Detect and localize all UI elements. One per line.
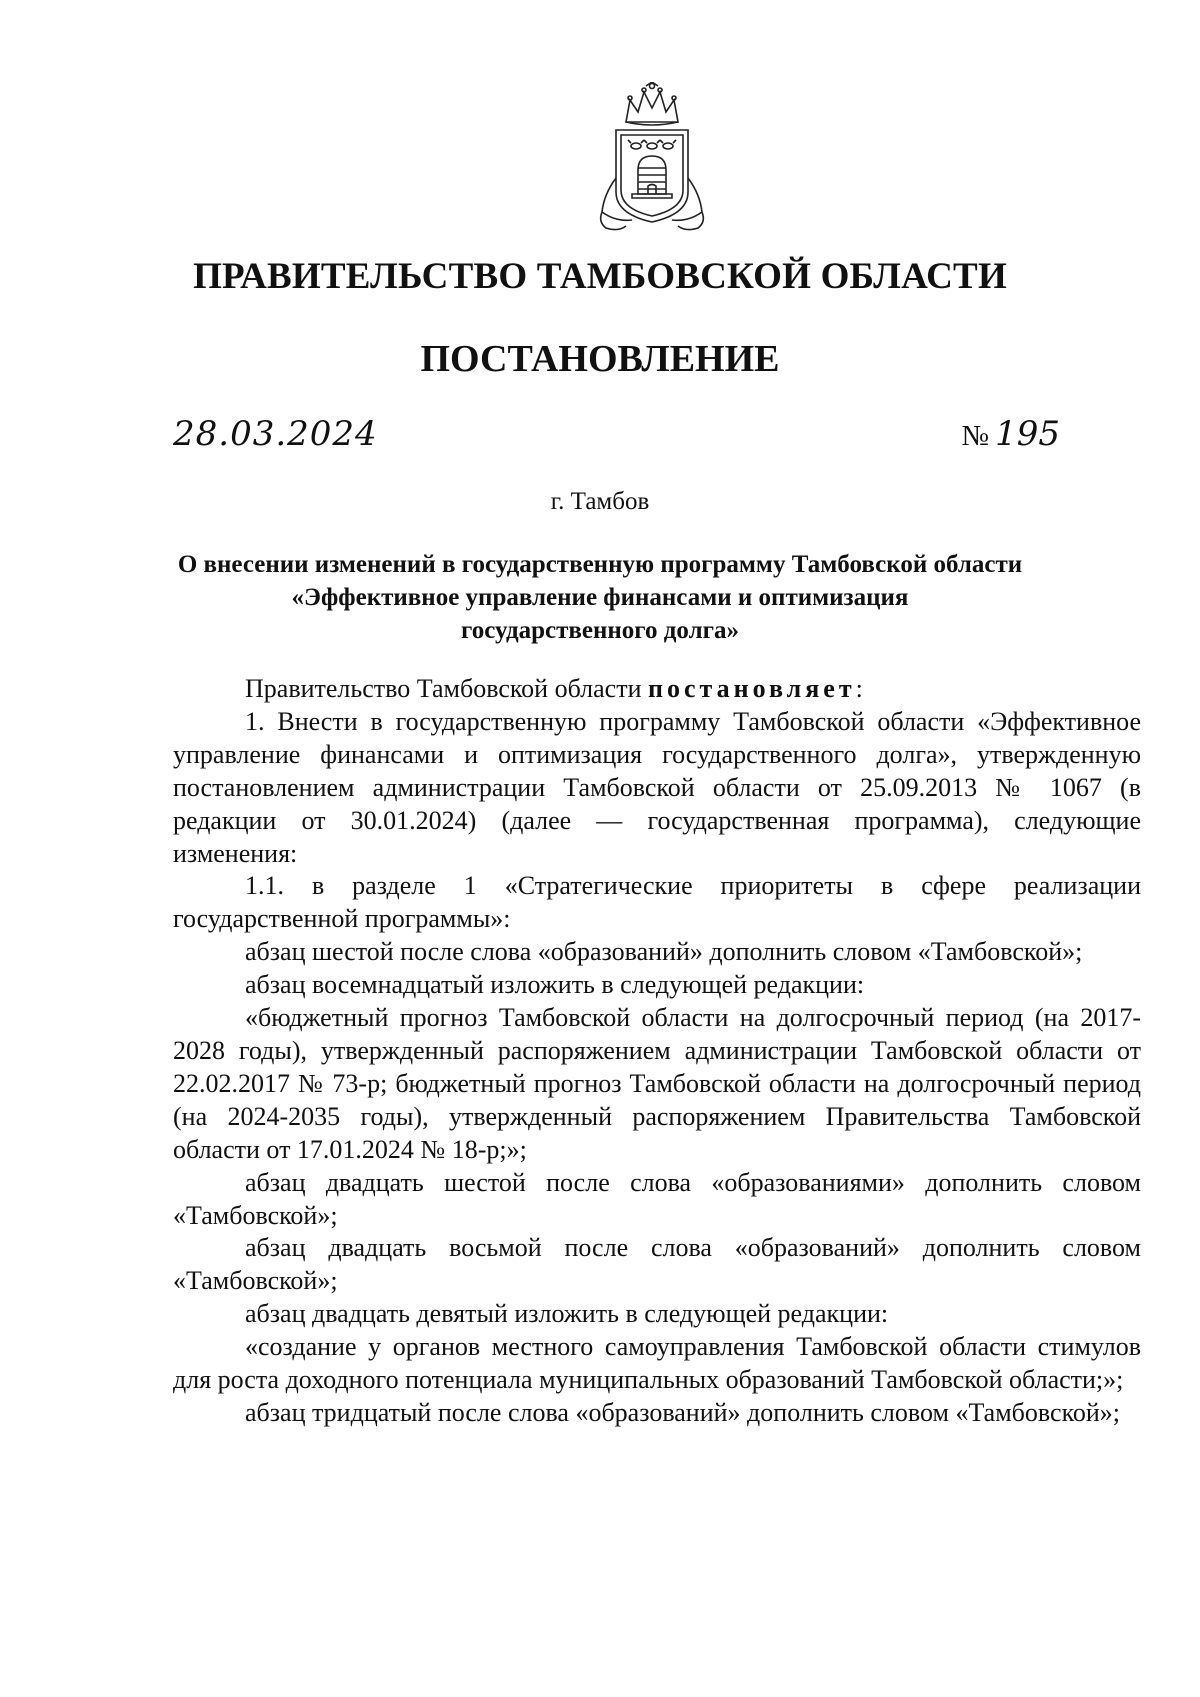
body-paragraph: абзац двадцать шестой после слова «образованиями» дополнить словом «Тамбовской»;	[173, 1167, 1141, 1230]
body-paragraph: абзац двадцать восьмой после слова «образований» дополнить словом «Тамбовской»;	[173, 1233, 1141, 1296]
body-paragraph: 1. Внести в государственную программу Тамбовской области «Эффективное управление финансами и оптимизация государственного долга», утвержденную постановлением администрации Тамбовской области от 25.09.2013 № 1067 (в редакции от 30.01.2024) (далее — государственная программа), следующие изменения:	[173, 706, 1141, 868]
document-number: 195	[995, 414, 1060, 454]
subject-line-2: «Эффективное управление финансами и оптимизация	[291, 584, 909, 611]
preamble-keyword: постановляет	[648, 674, 856, 703]
organization-title: ПРАВИТЕЛЬСТВО ТАМБОВСКОЙ ОБЛАСТИ	[193, 256, 1007, 297]
subject-line-1: О внесении изменений в государственную программу Тамбовской области	[177, 551, 1023, 578]
body-paragraph: абзац тридцатый после слова «образований» дополнить словом «Тамбовской»;	[245, 1397, 1121, 1427]
body-paragraph: абзац восемнадцатый изложить в следующей редакции:	[245, 970, 865, 1000]
document-body	[173, 673, 1141, 1430]
document-type-title: ПОСТАНОВЛЕНИЕ	[420, 338, 780, 380]
body-paragraph: абзац двадцать девятый изложить в следующей редакции:	[245, 1299, 889, 1329]
body-paragraph: «создание у органов местного самоуправления Тамбовской области стимулов для роста доходного потенциала муниципальных образований Тамбовской области;»;	[173, 1332, 1141, 1395]
preamble-prefix: Правительство Тамбовской области	[245, 674, 648, 703]
body-paragraph: 1.1. в разделе 1 «Стратегические приоритеты в сфере реализации государственной программы»:	[173, 871, 1141, 934]
document-number-block	[961, 414, 1060, 461]
document-date: 28.03.2024	[173, 414, 378, 454]
preamble-paragraph	[173, 673, 1141, 706]
subject-line-3: государственного долга»	[461, 617, 739, 644]
coat-of-arms-icon	[596, 82, 708, 234]
number-sign: №	[961, 420, 990, 452]
preamble-suffix: :	[855, 674, 863, 703]
city-label: г. Тамбов	[550, 488, 650, 515]
body-paragraph: абзац шестой после слова «образований» дополнить словом «Тамбовской»;	[245, 937, 1083, 967]
body-paragraph: «бюджетный прогноз Тамбовской области на долгосрочный период (на 2017-2028 годы), утвержденный распоряжением администрации Тамбовской области от 22.02.2017 № 73-р; бюджетный прогноз Тамбовской области на долгосрочный период (на 2024-2035 годы), утвержденный распоряжением Правительства Тамбовской области от 17.01.2024 № 18-р;»;	[173, 1003, 1141, 1164]
document-subject	[150, 548, 1050, 647]
